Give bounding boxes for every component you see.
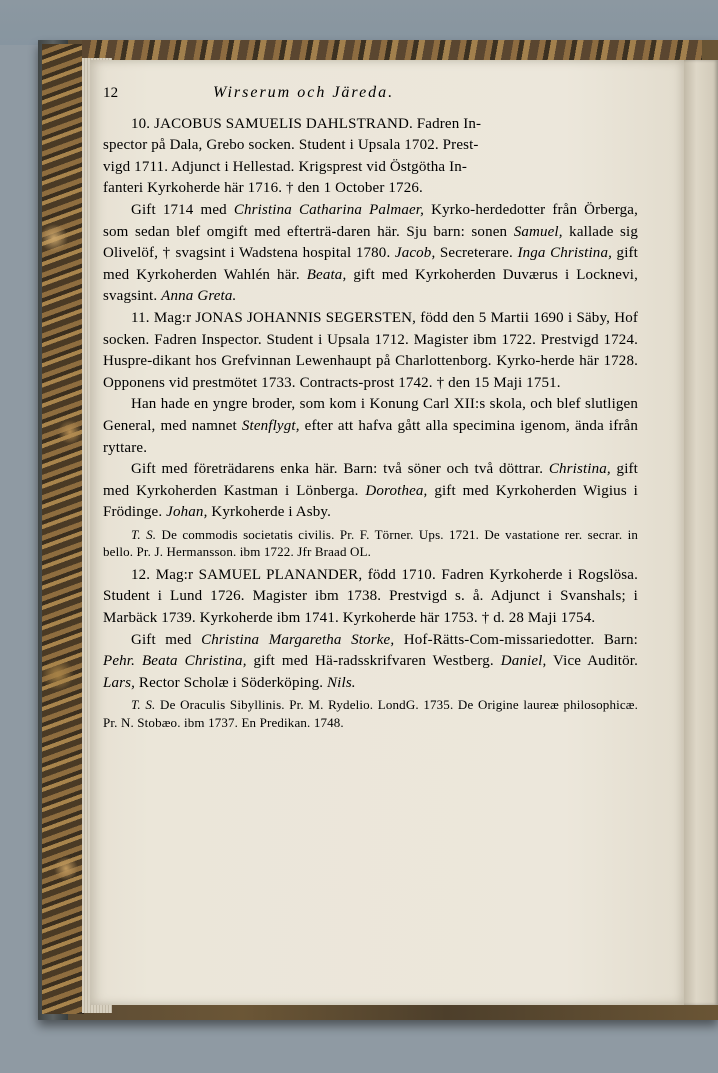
- person-name: Christina Margaretha Storke,: [201, 631, 395, 648]
- person-name: Beata Christina,: [141, 653, 247, 670]
- running-title: Wirserum och Järeda.: [213, 84, 395, 101]
- entry-10-marriage: [103, 200, 638, 308]
- entry-10-line-4: fanteri Kyrkoherde här 1716. † den 1 October 1726.: [103, 180, 423, 197]
- entry-12-biography: 12. Mag:r SAMUEL PLANANDER, född 1710. Fadren Kyrkoherde i Rogslösa. Student i Lund 1726. Magister ibm 1738. Prestvigd s. å. Adjunct i Svanshals; i Marbäck 1739. Kyrkoherde ibm 1741. Kyrkoherde här 1753. † d. 28 Maji 1754.: [103, 566, 638, 627]
- text-run: gift med Kyrkoherden Wigius i Frödinge.: [103, 482, 638, 521]
- note-abbrev: T. S.: [131, 526, 157, 542]
- text-run: Hof-Rätts-Com-missariedotter. Barn:: [394, 631, 638, 648]
- text-run: De Oraculis Sibyllinis. Pr. M. Rydelio. LondG. 1735. De Origine laureæ philosophicæ. Pr. N. Stobæo. ibm 1737. En Predikan. 1748.: [103, 697, 639, 730]
- entry-10-line: 10. JACOBUS SAMUELIS DAHLSTRAND. Fadren In-: [131, 115, 482, 132]
- text-run: Han hade en yngre broder, som kom i Konung Carl XII:s skola, och blef slutligen General, med namnet: [103, 396, 638, 434]
- marbled-top-edge: [82, 40, 702, 62]
- text-run: Gift 1714 med: [131, 201, 234, 218]
- person-name: Christina,: [548, 461, 611, 478]
- text-run: gift med Hä-radsskrifvaren Westberg.: [246, 653, 501, 670]
- text-run: Gift med företrädarens enka här. Barn: två söner och två döttrar.: [131, 461, 549, 478]
- person-name: Anna Greta.: [161, 288, 237, 305]
- note-abbrev: T. S.: [131, 697, 156, 713]
- entry-11-brother: [103, 394, 638, 459]
- entry-10-title: [103, 114, 638, 136]
- facing-page-edge: [682, 60, 718, 1005]
- entry-12-marriage: [103, 630, 638, 695]
- person-name: Pehr.: [103, 653, 135, 670]
- person-name: Daniel,: [500, 653, 547, 670]
- entry-10-line-2: spector på Dala, Grebo socken. Student i Upsala 1702. Prest-: [103, 137, 479, 154]
- text-run: Rector Scholæ i Söderköping.: [135, 674, 328, 691]
- person-name: Samuel,: [513, 223, 563, 240]
- entry-11-biography: 11. Mag:r JONAS JOHANNIS SEGERSTEN, född den 5 Martii 1690 i Säby, Hof socken. Fadren Inspector. Student i Upsala 1712. Magister ibm 1722. Prestvigd 1724. Huspre-dikant hos Grefvinnan Lewenhaupt på Charlottenborg. Kyrko-herde här 1728. Opponens vid prestmötet 1733. Contracts-prost 1742. † den 15 Maji 1751.: [103, 309, 638, 391]
- text-run: Vice Auditör.: [546, 653, 638, 670]
- background: [0, 0, 718, 45]
- text-run: kallade sig Olivelöf, † svagsint i Wadstena hospital 1780.: [103, 223, 638, 262]
- marbled-cover-board: [42, 44, 84, 1014]
- text-run: gift med Kyrkoherden Duværus i Locknevi, svagsint.: [103, 266, 638, 305]
- person-name: Jacob,: [394, 245, 436, 262]
- page-text: [103, 82, 638, 735]
- text-run: Gift med: [131, 631, 202, 648]
- page-header: [103, 82, 638, 105]
- person-name: Stenflygt,: [241, 417, 300, 434]
- entry-11-note: [103, 526, 638, 561]
- entry-12-note: [103, 696, 638, 731]
- page-number: 12: [103, 85, 119, 101]
- text-run: efter att hafva gått alla specimina igenom, ända ifrån ryttare.: [103, 417, 638, 456]
- text-run: De commodis societatis civilis. Pr. F. Törner. Ups. 1721. De vastatione rer. secrar. in bello. Pr. J. Hermansson. ibm 1722. Jfr Braad OL.: [103, 526, 638, 560]
- person-name: Johan,: [166, 504, 208, 521]
- person-name: Nils.: [327, 674, 356, 691]
- person-name: Dorothea,: [365, 482, 428, 499]
- person-name: Christina Catharina Palmaer,: [233, 201, 425, 218]
- person-name: Lars,: [103, 674, 136, 691]
- text-run: Kyrko-herdedotter från Örberga, som sedan blef omgift med efterträ-daren här. Sju barn: sonen: [103, 201, 638, 240]
- text-run: Secreterare.: [435, 245, 518, 262]
- entry-11-marriage: [103, 459, 638, 524]
- person-name: Inga Christina,: [517, 245, 613, 262]
- text-run: gift med Kyrkoherden Kastman i Lönberga.: [103, 461, 638, 499]
- entry-10-line-3: vigd 1711. Adjunct i Hellestad. Krigsprest vid Östgötha In-: [103, 158, 468, 175]
- person-name: Beata,: [306, 266, 347, 283]
- text-run: Kyrkoherde i Asby.: [207, 504, 332, 521]
- text-run: gift med Kyrkoherden Wahlén här.: [103, 245, 638, 283]
